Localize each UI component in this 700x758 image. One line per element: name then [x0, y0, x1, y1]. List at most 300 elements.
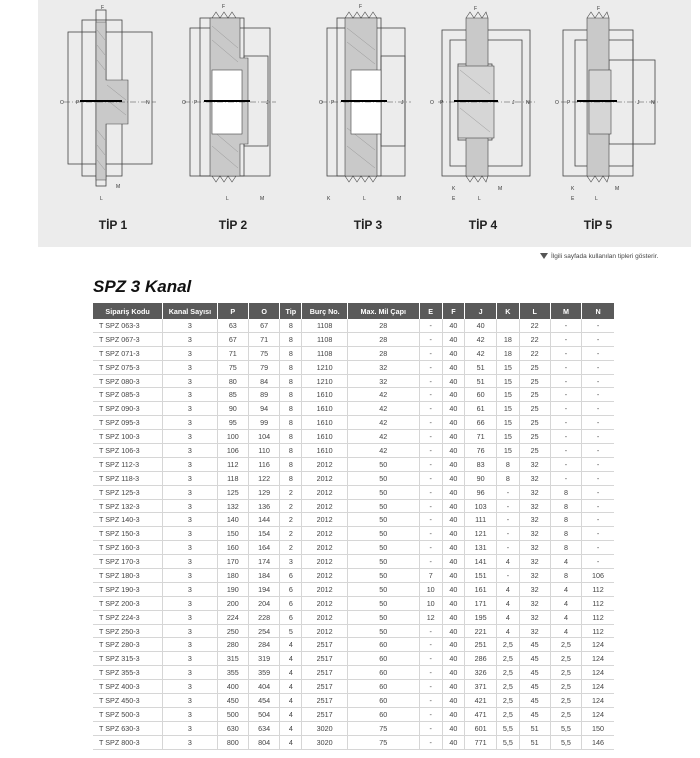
table-cell: 40: [442, 444, 464, 458]
table-cell: 50: [347, 527, 419, 541]
table-cell: 25: [519, 444, 550, 458]
table-cell: 8: [280, 430, 302, 444]
table-cell: 79: [248, 360, 279, 374]
table-cell: 25: [519, 374, 550, 388]
table-cell: 1610: [302, 388, 347, 402]
table-cell: 25: [519, 360, 550, 374]
table-cell: 200: [217, 596, 248, 610]
table-cell: 99: [248, 416, 279, 430]
table-cell: -: [582, 332, 614, 346]
table-cell: 2012: [302, 457, 347, 471]
table-row: [93, 652, 614, 666]
table-cell: 5,5: [550, 721, 581, 735]
table-cell: 359: [248, 666, 279, 680]
table-cell: 2,5: [497, 694, 519, 708]
table-cell: 160: [217, 541, 248, 555]
table-cell: 4: [280, 652, 302, 666]
table-cell: 3: [163, 430, 218, 444]
table-cell: 25: [519, 388, 550, 402]
table-cell: 504: [248, 707, 279, 721]
table-cell: 1210: [302, 360, 347, 374]
table-cell: 4: [550, 610, 581, 624]
table-cell: 131: [465, 541, 497, 555]
table-cell: -: [419, 471, 442, 485]
diagram-letter: M: [260, 196, 265, 202]
table-row: [93, 346, 614, 360]
table-cell: 124: [582, 680, 614, 694]
diagram-letter: F: [359, 4, 363, 10]
table-cell: 40: [442, 402, 464, 416]
table-cell: T SPZ 170-3: [93, 555, 163, 569]
table-cell: 3: [163, 513, 218, 527]
table-cell: T SPZ 080-3: [93, 374, 163, 388]
table-cell: 2517: [302, 652, 347, 666]
table-cell: 45: [519, 694, 550, 708]
table-cell: -: [419, 346, 442, 360]
table-cell: -: [419, 652, 442, 666]
table-cell: 63: [217, 319, 248, 332]
table-cell: 4: [497, 610, 519, 624]
table-cell: 286: [465, 652, 497, 666]
table-cell: 75: [347, 735, 419, 749]
table-cell: -: [550, 346, 581, 360]
table-cell: 32: [347, 360, 419, 374]
table-cell: 50: [347, 624, 419, 638]
table-row: [93, 499, 614, 513]
table-cell: -: [550, 332, 581, 346]
table-cell: 150: [582, 721, 614, 735]
table-cell: 174: [248, 555, 279, 569]
table-cell: T SPZ 190-3: [93, 582, 163, 596]
table-cell: 3: [163, 360, 218, 374]
table-cell: 67: [217, 332, 248, 346]
table-cell: 184: [248, 569, 279, 583]
table-cell: 22: [519, 346, 550, 360]
table-cell: 2012: [302, 541, 347, 555]
table-cell: 3: [163, 471, 218, 485]
table-cell: -: [550, 471, 581, 485]
table-cell: 3: [163, 638, 218, 652]
table-cell: 42: [465, 346, 497, 360]
table-cell: 111: [465, 513, 497, 527]
table-cell: 454: [248, 694, 279, 708]
table-cell: 40: [442, 513, 464, 527]
table-cell: 2,5: [550, 638, 581, 652]
table-cell: 25: [519, 416, 550, 430]
table-cell: 40: [442, 485, 464, 499]
table-cell: 194: [248, 582, 279, 596]
table-cell: 1610: [302, 444, 347, 458]
table-cell: 42: [347, 416, 419, 430]
table-cell: 8: [550, 569, 581, 583]
table-cell: 40: [442, 721, 464, 735]
pulley-type-5-drawing: [553, 0, 673, 210]
table-row: [93, 457, 614, 471]
table-cell: 40: [442, 527, 464, 541]
table-cell: 1210: [302, 374, 347, 388]
table-cell: 251: [465, 638, 497, 652]
table-cell: 3: [163, 735, 218, 749]
table-row: [93, 541, 614, 555]
table-cell: 8: [280, 346, 302, 360]
table-row: [93, 680, 614, 694]
table-cell: 2517: [302, 694, 347, 708]
table-cell: 42: [347, 402, 419, 416]
table-cell: 4: [280, 666, 302, 680]
pulley-type-3-drawing: [305, 0, 425, 210]
table-cell: 8: [280, 471, 302, 485]
diagram-letter: O: [182, 100, 186, 106]
table-cell: -: [550, 319, 581, 332]
diagram-letter: J: [401, 100, 404, 106]
table-cell: 28: [347, 346, 419, 360]
table-cell: 2517: [302, 680, 347, 694]
table-row: [93, 388, 614, 402]
table-cell: 51: [465, 360, 497, 374]
column-header: J: [465, 303, 497, 319]
table-cell: 32: [519, 513, 550, 527]
table-cell: 32: [519, 527, 550, 541]
table-cell: 40: [442, 735, 464, 749]
types-note: [540, 253, 658, 260]
table-row: [93, 332, 614, 346]
table-row: [93, 527, 614, 541]
table-cell: 40: [442, 416, 464, 430]
table-cell: 204: [248, 596, 279, 610]
table-cell: [497, 319, 519, 332]
diagram-letter: M: [397, 196, 402, 202]
table-cell: 15: [497, 444, 519, 458]
table-cell: T SPZ 140-3: [93, 513, 163, 527]
table-cell: 42: [347, 444, 419, 458]
table-cell: 4: [497, 555, 519, 569]
table-cell: 132: [217, 499, 248, 513]
table-cell: 66: [465, 416, 497, 430]
table-cell: T SPZ 450-3: [93, 694, 163, 708]
table-cell: T SPZ 500-3: [93, 707, 163, 721]
table-cell: 50: [347, 610, 419, 624]
table-cell: 106: [582, 569, 614, 583]
table-cell: -: [419, 666, 442, 680]
table-row: [93, 694, 614, 708]
table-cell: 3: [163, 680, 218, 694]
table-row: [93, 374, 614, 388]
table-cell: 8: [280, 374, 302, 388]
table-cell: -: [419, 555, 442, 569]
table-cell: 42: [465, 332, 497, 346]
table-cell: -: [582, 471, 614, 485]
table-cell: 112: [582, 610, 614, 624]
table-cell: 71: [248, 332, 279, 346]
table-cell: 3: [163, 388, 218, 402]
table-cell: T SPZ 400-3: [93, 680, 163, 694]
table-row: [93, 638, 614, 652]
table-row: [93, 610, 614, 624]
table-cell: 32: [519, 499, 550, 513]
table-cell: 8: [550, 499, 581, 513]
table-cell: -: [550, 444, 581, 458]
table-cell: 6: [280, 582, 302, 596]
table-cell: 5,5: [550, 735, 581, 749]
table-cell: -: [419, 513, 442, 527]
diagram-letter: O: [430, 100, 434, 106]
table-cell: 1108: [302, 332, 347, 346]
table-cell: 8: [550, 541, 581, 555]
table-cell: 2,5: [497, 666, 519, 680]
table-cell: 4: [497, 596, 519, 610]
diagram-letter: K: [571, 186, 575, 192]
table-row: [93, 624, 614, 638]
table-cell: T SPZ 250-3: [93, 624, 163, 638]
table-cell: 124: [582, 652, 614, 666]
table-cell: -: [419, 541, 442, 555]
table-cell: 60: [347, 707, 419, 721]
column-header: Kanal Sayısı: [163, 303, 218, 319]
table-cell: 326: [465, 666, 497, 680]
table-cell: T SPZ 100-3: [93, 430, 163, 444]
table-cell: 146: [582, 735, 614, 749]
table-cell: 12: [419, 610, 442, 624]
table-cell: 400: [217, 680, 248, 694]
table-cell: 8: [280, 388, 302, 402]
table-cell: -: [582, 388, 614, 402]
table-cell: 40: [442, 332, 464, 346]
table-cell: 2: [280, 527, 302, 541]
table-cell: 2012: [302, 471, 347, 485]
table-cell: 124: [582, 707, 614, 721]
table-cell: 71: [465, 430, 497, 444]
table-cell: -: [582, 555, 614, 569]
table-cell: 112: [582, 596, 614, 610]
table-cell: 1610: [302, 416, 347, 430]
table-cell: 254: [248, 624, 279, 638]
table-cell: 40: [442, 541, 464, 555]
table-cell: 221: [465, 624, 497, 638]
table-cell: -: [582, 346, 614, 360]
table-cell: 3: [163, 555, 218, 569]
table-cell: T SPZ 160-3: [93, 541, 163, 555]
table-cell: T SPZ 095-3: [93, 416, 163, 430]
table-cell: 7: [419, 569, 442, 583]
table-cell: 76: [465, 444, 497, 458]
table-cell: 110: [248, 444, 279, 458]
table-cell: 94: [248, 402, 279, 416]
table-cell: 2517: [302, 638, 347, 652]
tip-label-5: TİP 5: [583, 218, 613, 232]
table-cell: 3: [163, 402, 218, 416]
table-cell: T SPZ 071-3: [93, 346, 163, 360]
table-cell: 421: [465, 694, 497, 708]
table-cell: -: [419, 680, 442, 694]
table-cell: 3: [163, 707, 218, 721]
table-cell: 122: [248, 471, 279, 485]
table-cell: 8: [550, 527, 581, 541]
table-cell: 50: [347, 541, 419, 555]
table-cell: 2,5: [550, 694, 581, 708]
table-cell: 804: [248, 735, 279, 749]
table-cell: 2012: [302, 596, 347, 610]
table-cell: 45: [519, 666, 550, 680]
table-cell: 51: [465, 374, 497, 388]
table-cell: 40: [442, 666, 464, 680]
table-cell: 90: [217, 402, 248, 416]
table-cell: 154: [248, 527, 279, 541]
table-cell: 2012: [302, 499, 347, 513]
diagram-letter: O: [60, 100, 64, 106]
table-cell: T SPZ 118-3: [93, 471, 163, 485]
table-cell: 141: [465, 555, 497, 569]
tip-label-1: TİP 1: [98, 218, 128, 232]
table-cell: -: [550, 388, 581, 402]
table-cell: -: [419, 360, 442, 374]
table-cell: 228: [248, 610, 279, 624]
table-cell: 3: [163, 694, 218, 708]
table-row: [93, 707, 614, 721]
table-cell: -: [582, 541, 614, 555]
table-cell: 32: [347, 374, 419, 388]
table-cell: 4: [280, 694, 302, 708]
table-cell: -: [419, 332, 442, 346]
diagram-letter: F: [474, 6, 478, 12]
table-cell: 45: [519, 680, 550, 694]
table-cell: -: [497, 541, 519, 555]
table-cell: 2,5: [550, 680, 581, 694]
table-cell: 15: [497, 430, 519, 444]
table-cell: 84: [248, 374, 279, 388]
table-cell: 8: [497, 457, 519, 471]
table-cell: -: [550, 374, 581, 388]
table-cell: 90: [465, 471, 497, 485]
table-cell: 50: [347, 471, 419, 485]
table-cell: 4: [497, 624, 519, 638]
table-cell: 3: [163, 569, 218, 583]
table-cell: 40: [442, 319, 464, 332]
table-cell: 3020: [302, 721, 347, 735]
table-cell: 450: [217, 694, 248, 708]
table-cell: 15: [497, 360, 519, 374]
table-cell: 3: [163, 457, 218, 471]
table-cell: -: [497, 499, 519, 513]
table-cell: 18: [497, 332, 519, 346]
table-cell: 124: [582, 694, 614, 708]
diagram-letter: P: [440, 100, 444, 106]
column-header: P: [217, 303, 248, 319]
table-cell: 116: [248, 457, 279, 471]
pulley-type-2-drawing: [170, 0, 290, 210]
table-cell: 3: [163, 374, 218, 388]
table-cell: 2,5: [497, 638, 519, 652]
diagram-letter: O: [555, 100, 559, 106]
table-cell: 2,5: [497, 652, 519, 666]
table-row: [93, 430, 614, 444]
table-cell: -: [582, 444, 614, 458]
table-cell: 40: [442, 346, 464, 360]
table-cell: 10: [419, 582, 442, 596]
table-cell: 4: [497, 582, 519, 596]
table-cell: 112: [582, 582, 614, 596]
table-cell: T SPZ 355-3: [93, 666, 163, 680]
table-cell: 96: [465, 485, 497, 499]
table-cell: 8: [280, 416, 302, 430]
table-cell: 22: [519, 332, 550, 346]
table-row: [93, 666, 614, 680]
table-cell: -: [550, 416, 581, 430]
table-cell: 40: [442, 652, 464, 666]
table-cell: 40: [442, 707, 464, 721]
diagram-letter: P: [76, 100, 80, 106]
table-cell: 40: [442, 457, 464, 471]
table-cell: -: [419, 430, 442, 444]
table-row: [93, 513, 614, 527]
table-cell: 18: [497, 346, 519, 360]
table-cell: 51: [519, 721, 550, 735]
table-cell: 601: [465, 721, 497, 735]
table-cell: 60: [347, 694, 419, 708]
table-cell: 3: [163, 346, 218, 360]
table-cell: 2012: [302, 569, 347, 583]
table-cell: 3: [163, 319, 218, 332]
table-cell: 32: [519, 582, 550, 596]
table-cell: 25: [519, 430, 550, 444]
table-cell: 50: [347, 596, 419, 610]
table-row: [93, 402, 614, 416]
table-cell: 2: [280, 513, 302, 527]
table-cell: 2012: [302, 555, 347, 569]
table-cell: -: [497, 569, 519, 583]
table-cell: 15: [497, 402, 519, 416]
table-cell: 106: [217, 444, 248, 458]
table-cell: 2,5: [497, 680, 519, 694]
table-cell: 124: [582, 666, 614, 680]
table-cell: 40: [442, 569, 464, 583]
section-title: SPZ 3 Kanal: [93, 277, 192, 296]
diagram-letter: F: [101, 5, 105, 11]
table-cell: -: [419, 388, 442, 402]
table-cell: 2012: [302, 513, 347, 527]
table-cell: 75: [248, 346, 279, 360]
table-cell: 1108: [302, 319, 347, 332]
table-cell: 112: [217, 457, 248, 471]
table-cell: -: [497, 513, 519, 527]
table-cell: 80: [217, 374, 248, 388]
table-cell: 250: [217, 624, 248, 638]
column-header: Sipariş Kodu: [93, 303, 163, 319]
table-cell: 40: [442, 430, 464, 444]
column-header: Max. Mil Çapı: [347, 303, 419, 319]
table-cell: 50: [347, 555, 419, 569]
table-cell: 28: [347, 332, 419, 346]
table-cell: T SPZ 125-3: [93, 485, 163, 499]
table-cell: 40: [442, 471, 464, 485]
table-cell: 50: [347, 457, 419, 471]
table-cell: 40: [442, 694, 464, 708]
table-cell: 95: [217, 416, 248, 430]
diagram-letter: M: [615, 186, 620, 192]
table-cell: T SPZ 150-3: [93, 527, 163, 541]
table-cell: T SPZ 090-3: [93, 402, 163, 416]
table-cell: T SPZ 280-3: [93, 638, 163, 652]
table-cell: 40: [442, 499, 464, 513]
table-cell: 2,5: [550, 707, 581, 721]
table-cell: 371: [465, 680, 497, 694]
table-cell: 40: [442, 638, 464, 652]
table-cell: -: [582, 402, 614, 416]
table-cell: 50: [347, 513, 419, 527]
table-cell: -: [419, 485, 442, 499]
types-note-text: İlgili sayfada kullanılan tipleri gösterir.: [551, 253, 659, 260]
table-row: [93, 485, 614, 499]
table-row: [93, 444, 614, 458]
